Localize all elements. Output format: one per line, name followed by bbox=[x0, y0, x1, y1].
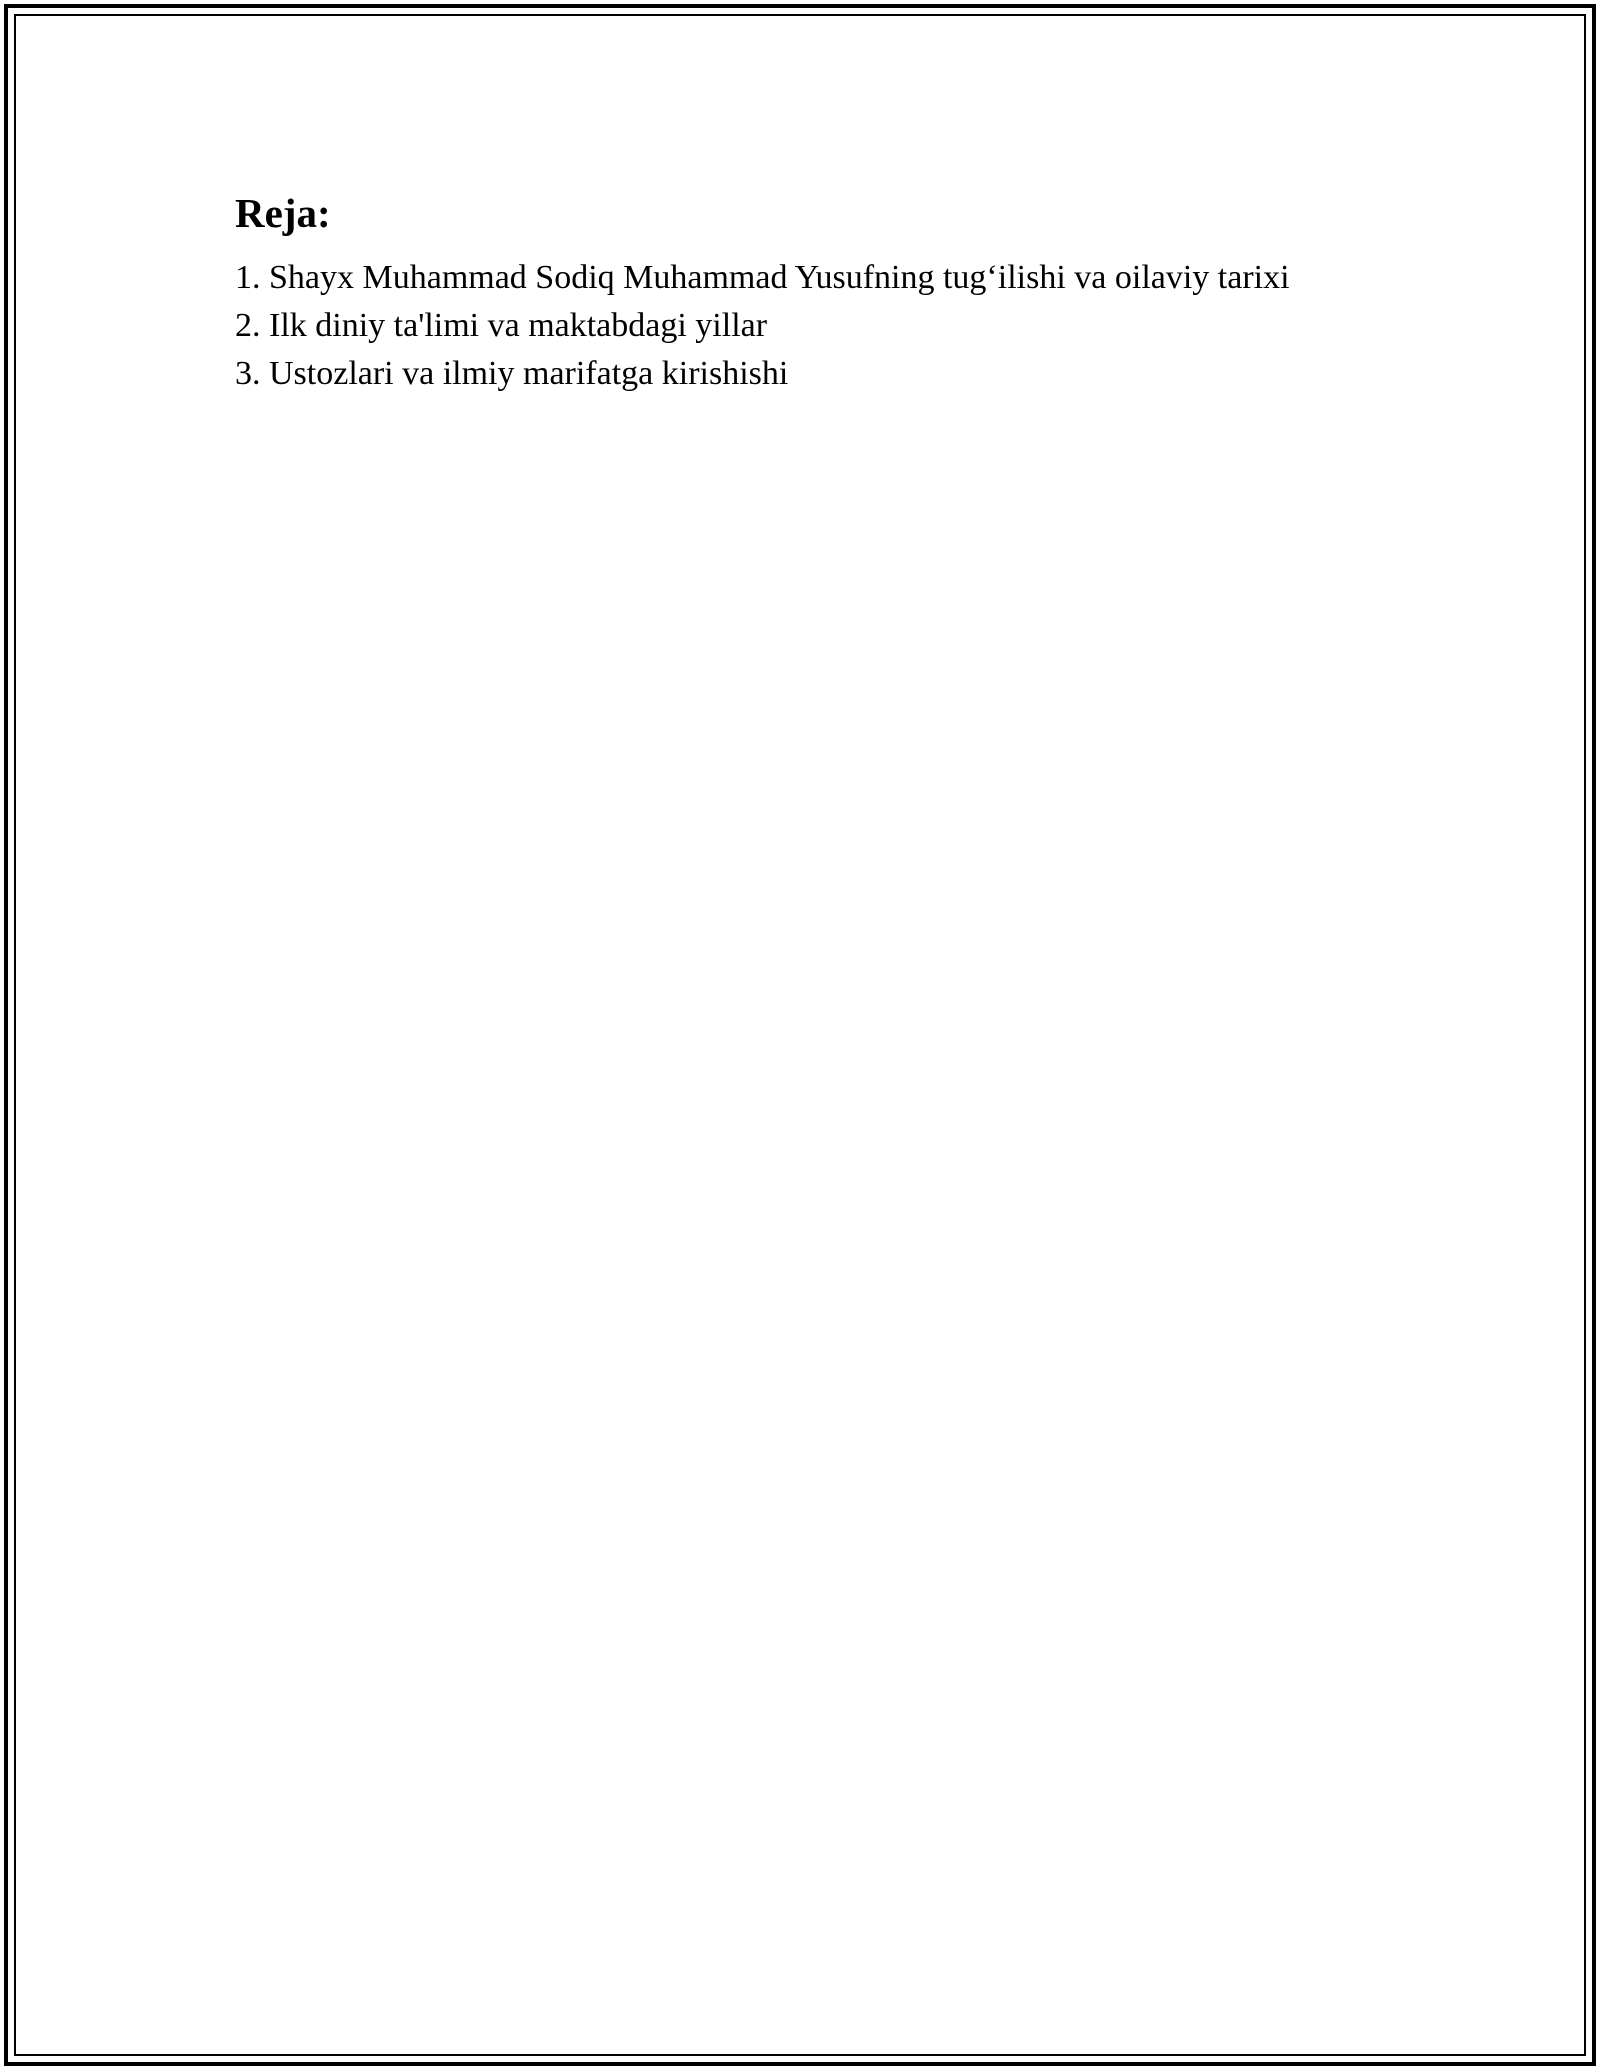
plan-item-2: 2. Ilk diniy ta'limi va maktabdagi yillar bbox=[235, 307, 768, 344]
page-content bbox=[235, 186, 1355, 398]
plan-heading: Reja: bbox=[235, 190, 331, 236]
plan-item-1: 1. Shayx Muhammad Sodiq Muhammad Yusufning tug‘ilishi va oilaviy tarixi bbox=[235, 259, 1290, 296]
plan-list bbox=[235, 254, 1335, 398]
plan-item-3: 3. Ustozlari va ilmiy marifatga kirishishi bbox=[235, 355, 789, 392]
